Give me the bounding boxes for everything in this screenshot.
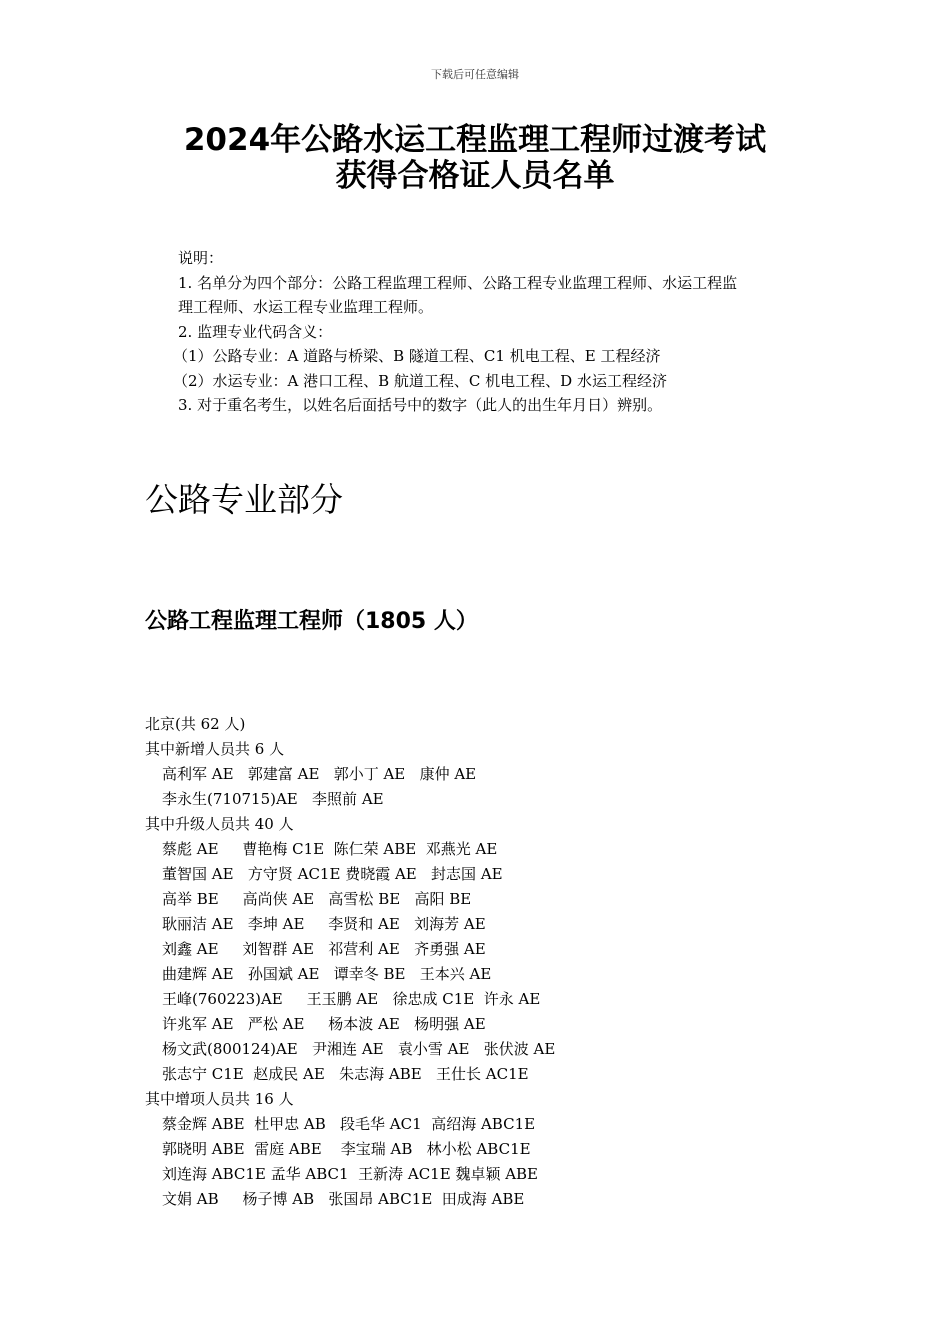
notes-item-3: 3. 对于重名考生，以姓名后面括号中的数字（此人的出生年月日）辨别。 (178, 396, 663, 414)
list-item: 郭晓明 ABE 雷庭 ABE 李宝瑞 AB 林小松 ABC1E (162, 1140, 531, 1158)
notes-item-1-cont: 理工程师、水运工程专业监理工程师。 (178, 298, 434, 316)
group-heading-upgrade: 其中升级人员共 40 人 (145, 815, 294, 833)
section-title: 公路专业部分 (145, 480, 343, 519)
region-heading: 北京(共 62 人) (145, 715, 246, 733)
title-line-1: 2024年公路水运工程监理工程师过渡考试 (183, 122, 767, 158)
notes-item-1: 1. 名单分为四个部分：公路工程监理工程师、公路工程专业监理工程师、水运工程监 (178, 273, 738, 292)
list-item: 高利军 AE 郭建富 AE 郭小丁 AE 康仲 AE (162, 765, 477, 783)
list-item: 曲建辉 AE 孙国斌 AE 谭幸冬 BE 王本兴 AE (162, 965, 492, 983)
list-item: 许兆军 AE 严松 AE 杨本波 AE 杨明强 AE (162, 1015, 486, 1033)
list-item: 蔡金辉 ABE 杜甲忠 AB 段毛华 AC1 高绍海 ABC1E (162, 1115, 536, 1133)
notes-item-2-waterway: （2）水运专业：A 港口工程、B 航道工程、C 机电工程、D 水运工程经济 (173, 371, 667, 390)
notes-block (173, 246, 818, 418)
document-title (0, 122, 950, 194)
notes-item-2-highway: （1）公路专业：A 道路与桥梁、B 隧道工程、C1 机电工程、E 工程经济 (173, 347, 661, 365)
list-item: 董智国 AE 方守贤 AC1E 费晓霞 AE 封志国 AE (162, 865, 503, 883)
group-heading-added: 其中增项人员共 16 人 (145, 1090, 294, 1108)
list-item: 王峰(760223)AE 王玉鹏 AE 徐忠成 C1E 许永 AE (162, 990, 541, 1008)
group-heading-new: 其中新增人员共 6 人 (145, 740, 285, 758)
header-note: 下载后可任意编辑 (431, 68, 519, 81)
list-item: 高举 BE 高尚侠 AE 高雪松 BE 高阳 BE (162, 890, 472, 908)
notes-heading: 说明： (178, 249, 224, 267)
list-item: 蔡彪 AE 曹艳梅 C1E 陈仁荣 ABE 邓燕光 AE (162, 840, 498, 858)
notes-item-2: 2. 监理专业代码含义： (178, 322, 333, 341)
list-item: 杨文武(800124)AE 尹湘连 AE 袁小雪 AE 张伏波 AE (162, 1040, 556, 1058)
personnel-listing (145, 712, 845, 1212)
list-item: 李永生(710715)AE 李照前 AE (162, 790, 384, 808)
title-line-2: 获得合格证人员名单 (335, 158, 615, 194)
list-item: 文娟 AB 杨子博 AB 张国昂 ABC1E 田成海 ABE (162, 1190, 525, 1208)
list-item: 刘连海 ABC1E 孟华 ABC1 王新涛 AC1E 魏卓颖 ABE (162, 1165, 539, 1183)
subsection-title: 公路工程监理工程师（1805 人） (145, 609, 478, 634)
list-item: 刘鑫 AE 刘智群 AE 祁营利 AE 齐勇强 AE (162, 940, 486, 958)
list-item: 耿丽洁 AE 李坤 AE 李贤和 AE 刘海芳 AE (162, 915, 486, 933)
list-item: 张志宁 C1E 赵成民 AE 朱志海 ABE 王仕长 AC1E (162, 1065, 529, 1083)
